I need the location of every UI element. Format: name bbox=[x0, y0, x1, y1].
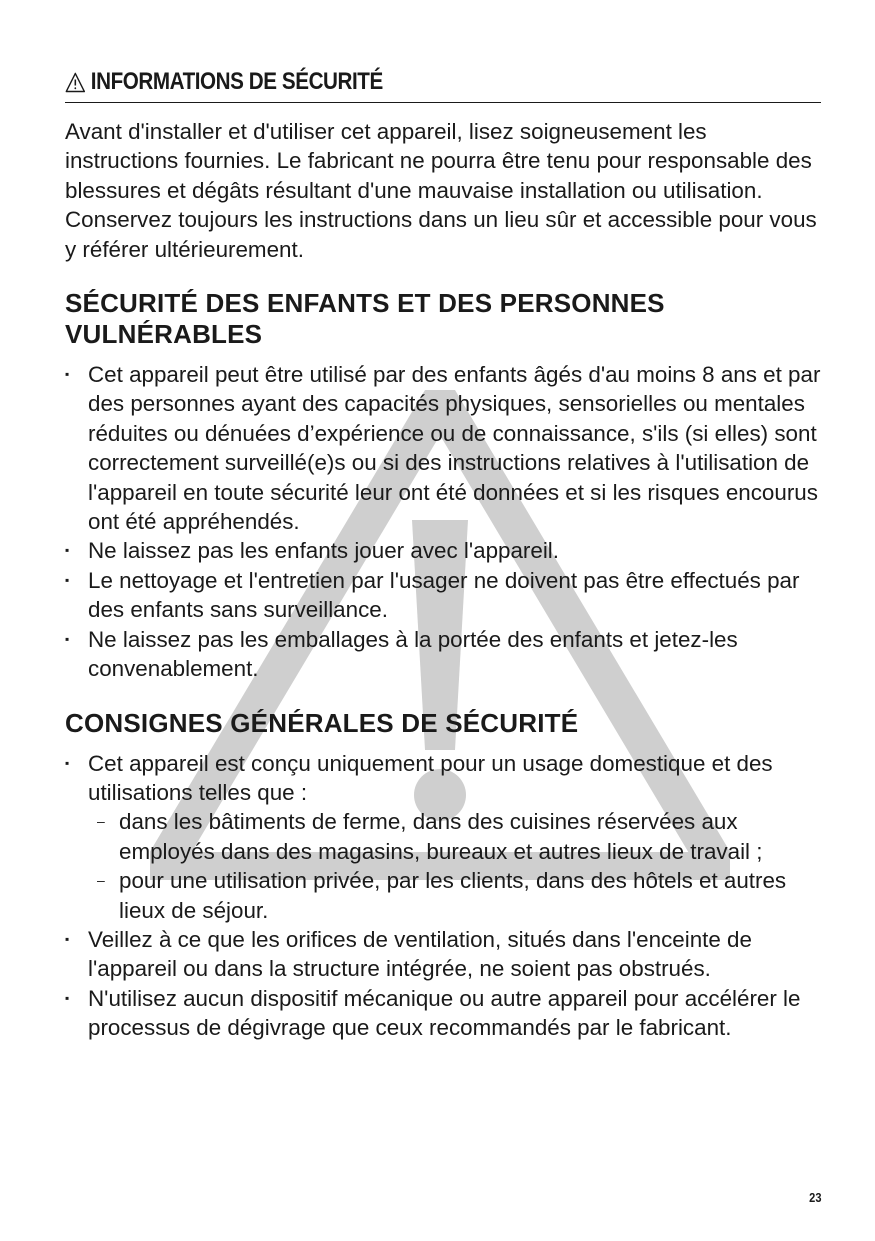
list-item: ▪ Le nettoyage et l'entretien par l'usager ne doivent pas être effectués par des enfants sans surveillance. bbox=[65, 566, 821, 625]
children-safety-list bbox=[65, 360, 821, 683]
page-content bbox=[65, 64, 821, 1043]
list-item: ▪ Ne laissez pas les emballages à la portée des enfants et jetez-les convenablement. bbox=[65, 625, 821, 684]
general-safety-list bbox=[65, 749, 821, 1043]
sub-list bbox=[88, 807, 821, 925]
list-item: ▪ Ne laissez pas les enfants jouer avec l'appareil. bbox=[65, 536, 821, 565]
children-safety-heading: SÉCURITÉ DES ENFANTS ET DES PERSONNES VULNÉRABLES bbox=[65, 288, 665, 350]
page-number: 23 bbox=[808, 1190, 821, 1205]
list-item bbox=[65, 749, 821, 925]
list-item-text: Cet appareil est conçu uniquement pour un usage domestique et des utilisations telles que : bbox=[88, 750, 773, 805]
sub-list-item: – dans les bâtiments de ferme, dans des cuisines réservées aux employés dans des magasins, bureaux et autres lieux de travail ; bbox=[88, 807, 821, 866]
general-safety-heading: CONSIGNES GÉNÉRALES DE SÉCURITÉ bbox=[65, 707, 579, 738]
list-item: ▪ N'utilisez aucun dispositif mécanique ou autre appareil pour accélérer le processus de dégivrage que ceux recommandés par le fabricant. bbox=[65, 984, 821, 1043]
section-header bbox=[65, 64, 819, 100]
section-title: INFORMATIONS DE SÉCURITÉ bbox=[90, 68, 383, 95]
warning-triangle-icon bbox=[65, 72, 86, 93]
list-item: ▪ Veillez à ce que les orifices de ventilation, situés dans l'enceinte de l'appareil ou dans la structure intégrée, ne soient pas obstrués. bbox=[65, 925, 821, 984]
intro-paragraph: Avant d'installer et d'utiliser cet appareil, lisez soigneusement les instructions fournies. Le fabricant ne pourra être tenu pour responsable des blessures et dégâts résultant d'une mauvaise installation ou utilisation. Conservez toujours les instructions dans un lieu sûr et accessible pour vous y référer ultérieurement. bbox=[65, 119, 817, 262]
sub-list-item: – pour une utilisation privée, par les clients, dans des hôtels et autres lieux de séjour. bbox=[88, 866, 821, 925]
title-divider bbox=[65, 102, 821, 103]
list-item: ▪ Cet appareil peut être utilisé par des enfants âgés d'au moins 8 ans et par des personnes ayant des capacités physiques, sensorielles ou mentales réduites ou dénuées d’expérience ou de connaissance, s'ils (si elles) sont correctement surveillé(e)s ou si des instructions relatives à l'utilisation de l'appareil en toute sécurité leur ont été données et si les risques encourus ont été appréhendés. bbox=[65, 360, 821, 536]
